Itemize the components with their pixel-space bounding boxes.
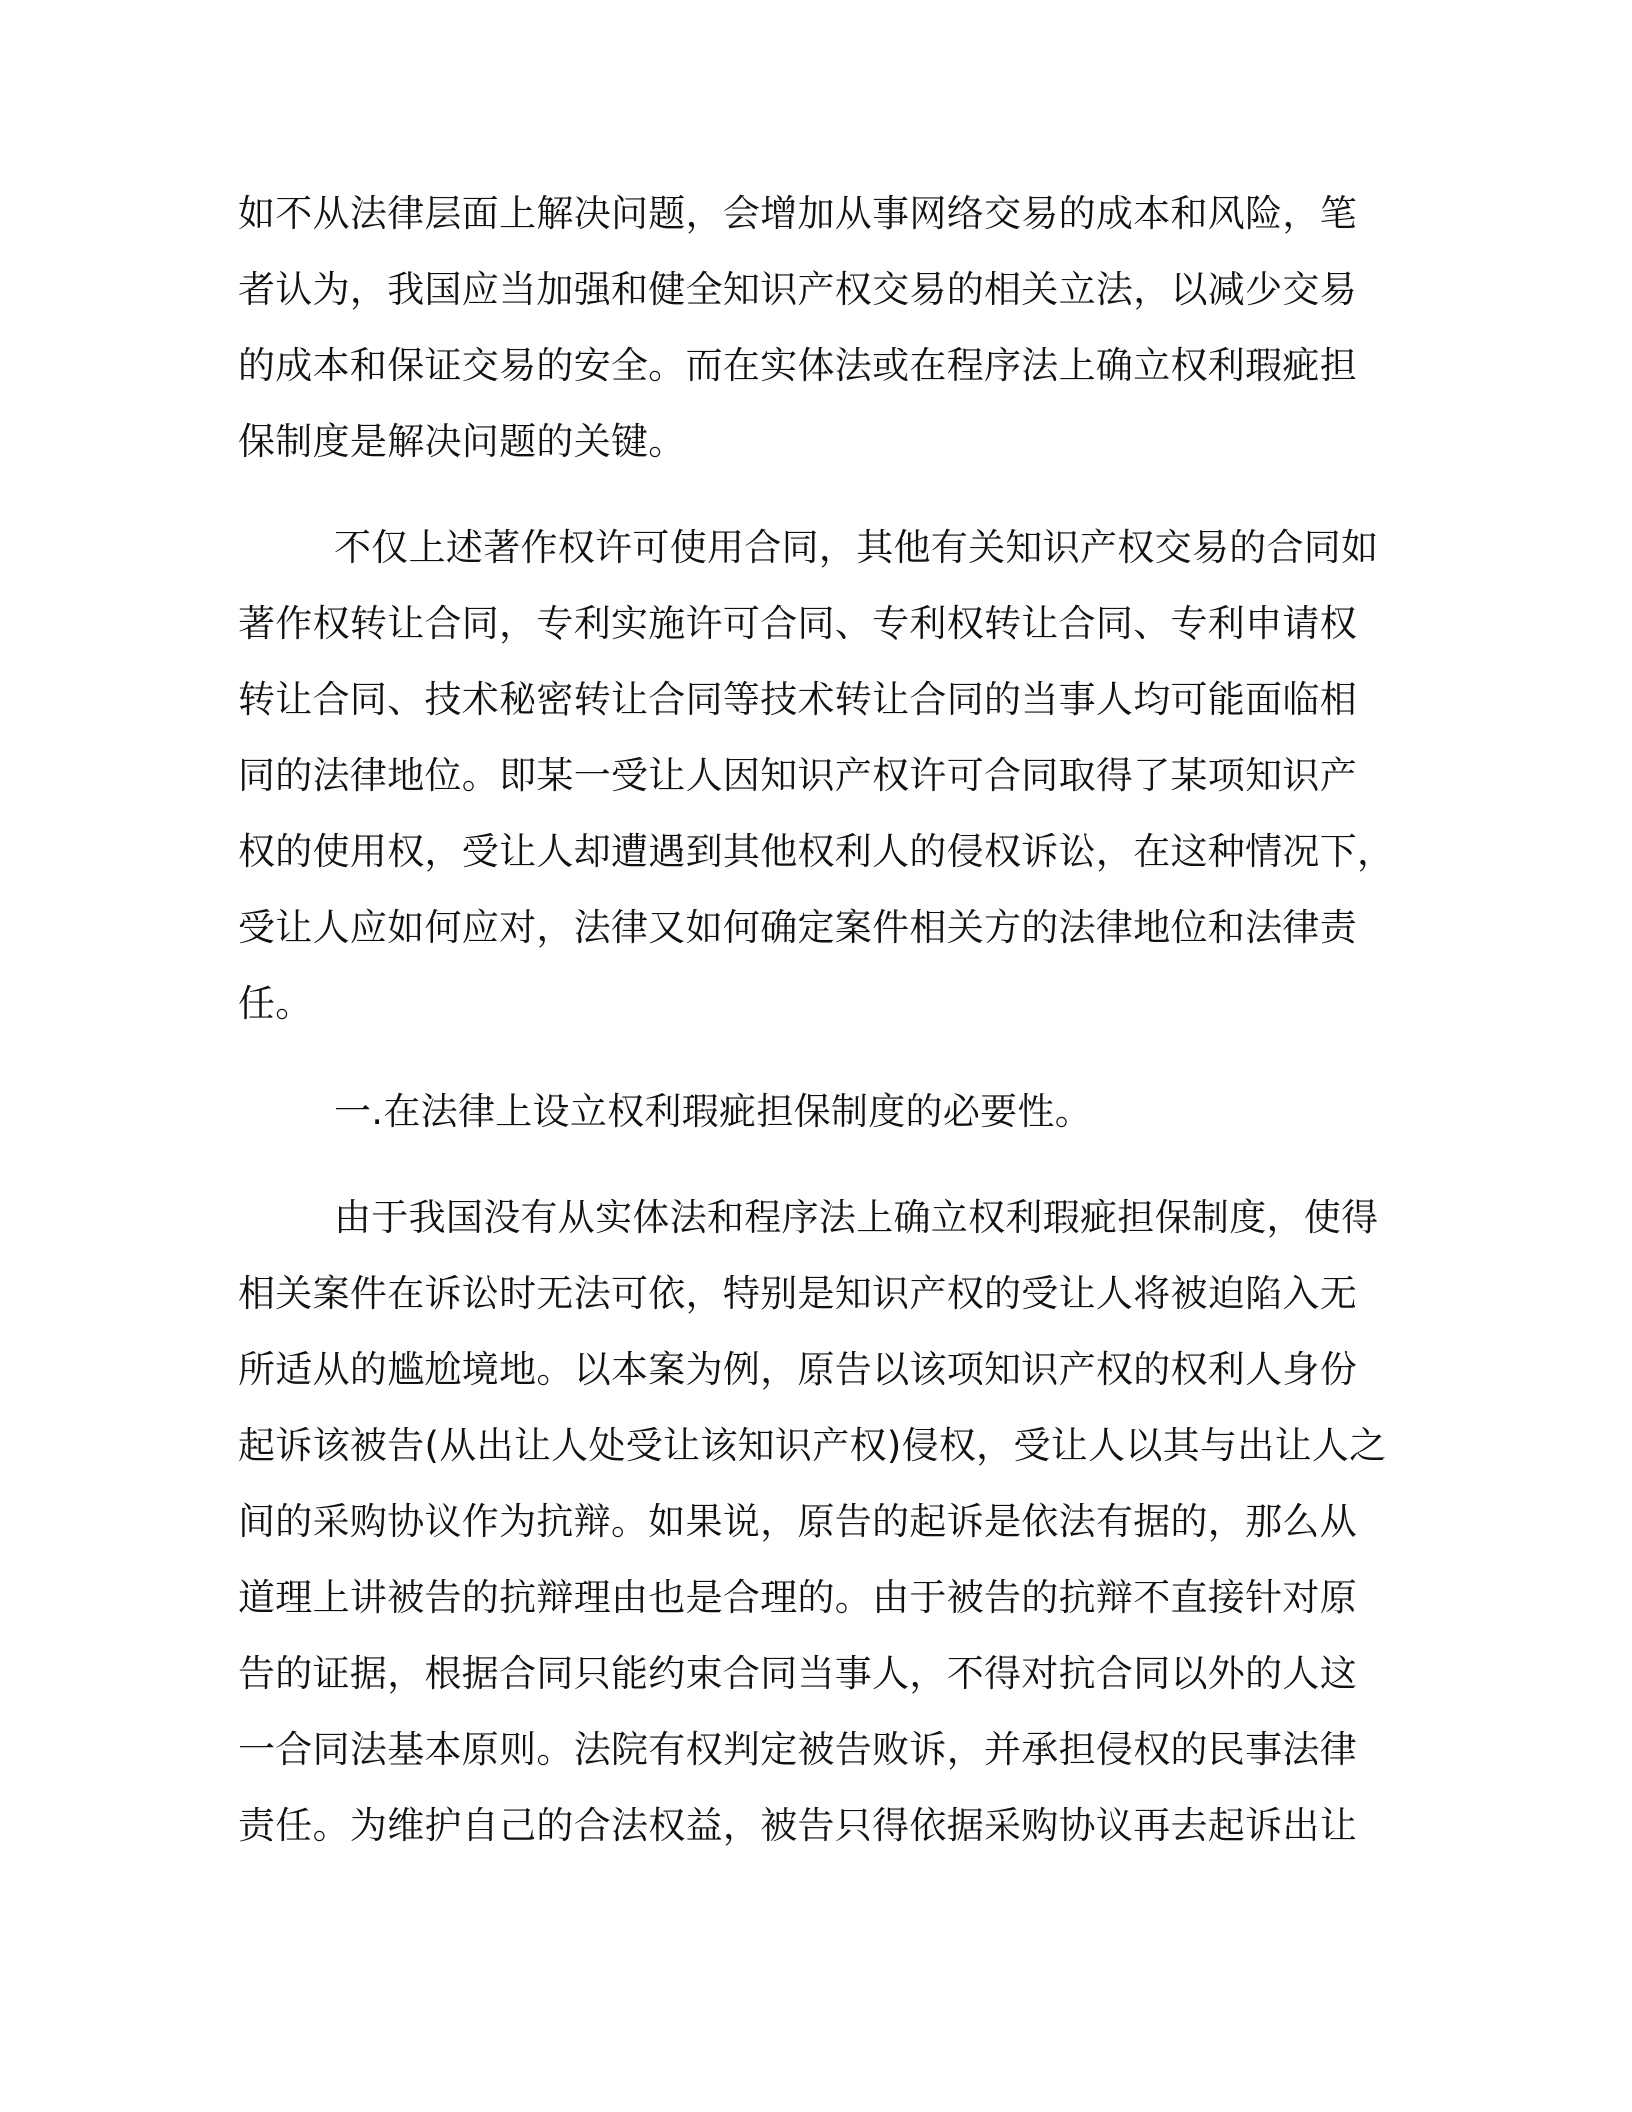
paragraph-1-line-3: 的成本和保证交易的安全。而在实体法或在程序法上确立权利瑕疵担	[238, 344, 1357, 387]
paragraph-2-line-6: 受让人应如何应对，法律又如何确定案件相关方的法律地位和法律责	[238, 906, 1357, 949]
paragraph-1-line-2: 者认为，我国应当加强和健全知识产权交易的相关立法，以减少交易	[238, 268, 1357, 311]
paragraph-3-line-3: 所适从的尴尬境地。以本案为例，原告以该项知识产权的权利人身份	[238, 1348, 1357, 1391]
paragraph-3-line-9: 责任。为维护自己的合法权益，被告只得依据采购协议再去起诉出让	[238, 1804, 1357, 1847]
paragraph-1-line-4: 保制度是解决问题的关键。	[238, 420, 686, 463]
paragraph-3-line-4: 起诉该被告(从出让人处受让该知识产权)侵权，受让人以其与出让人之	[238, 1424, 1387, 1467]
paragraph-3-line-2: 相关案件在诉讼时无法可依，特别是知识产权的受让人将被迫陷入无	[238, 1272, 1357, 1315]
paragraph-2-line-2: 著作权转让合同，专利实施许可合同、专利权转让合同、专利申请权	[238, 602, 1357, 645]
paragraph-2-line-4: 同的法律地位。即某一受让人因知识产权许可合同取得了某项知识产	[238, 754, 1357, 797]
paragraph-3-line-1: 由于我国没有从实体法和程序法上确立权利瑕疵担保制度，使得	[334, 1196, 1379, 1239]
paragraph-3-line-8: 一合同法基本原则。法院有权判定被告败诉，并承担侵权的民事法律	[238, 1728, 1357, 1771]
paragraph-3-line-7: 告的证据，根据合同只能约束合同当事人，不得对抗合同以外的人这	[238, 1652, 1357, 1695]
paragraph-2-line-3: 转让合同、技术秘密转让合同等技术转让合同的当事人均可能面临相	[238, 678, 1357, 721]
paragraph-3-line-6: 道理上讲被告的抗辩理由也是合理的。由于被告的抗辩不直接针对原	[238, 1576, 1357, 1619]
paragraph-1-line-1: 如不从法律层面上解决问题，会增加从事网络交易的成本和风险，笔	[238, 192, 1357, 235]
section-heading: 一.在法律上设立权利瑕疵担保制度的必要性。	[334, 1090, 1093, 1133]
paragraph-3-line-5: 间的采购协议作为抗辩。如果说，原告的起诉是依法有据的，那么从	[238, 1500, 1357, 1543]
paragraph-2-line-1: 不仅上述著作权许可使用合同，其他有关知识产权交易的合同如	[334, 526, 1379, 569]
paragraph-2-line-5: 权的使用权，受让人却遭遇到其他权利人的侵权诉讼，在这种情况下，	[238, 830, 1395, 873]
paragraph-2-line-7: 任。	[238, 982, 313, 1025]
